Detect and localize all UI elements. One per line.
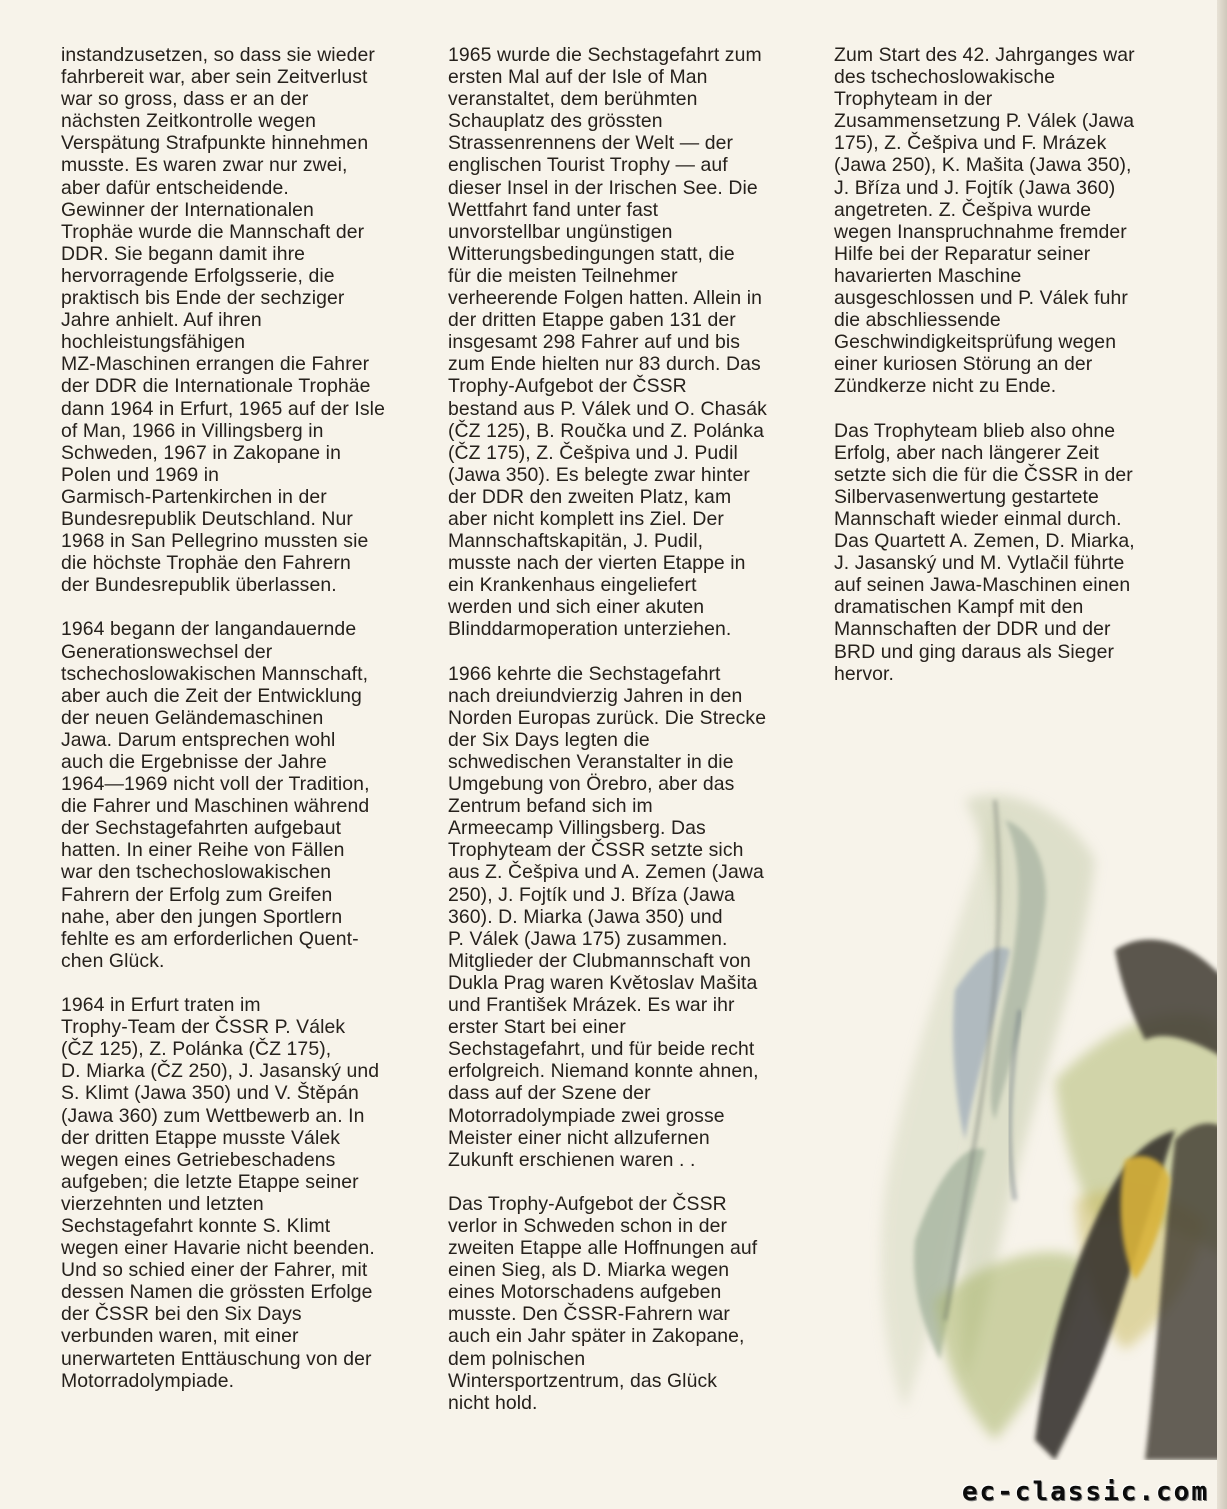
paragraph: 1964 begann der langandauernde Generationswechsel der tschechoslowakischen Mannschaft, aber auch die Zeit der Entwicklung der neuen Geländemaschinen Jawa. Darum entsprechen wohl auch die Ergebnisse der Jahre 1964—1969 nicht voll der Tradition, die Fahrer und Maschinen während der Sechstagefahrten aufgebaut hatten. In einer Reihe von Fällen war den tschechoslowakischen Fahrern der Erfolg zum Greifen nahe, aber den jungen Sportlern fehlte es am erforderlichen Quent- chen Glück. xyxy=(61,618,370,972)
paragraph: instandzusetzen, so dass sie wieder fahrbereit war, aber sein Zeitverlust war so gross, dass er an der nächsten Zeitkontrolle wegen Verspätung Strafpunkte hinnehmen musste. Es waren zwar nur zwei, aber dafür entscheidende. Gewinner der Internationalen Trophäe wurde die Mannschaft der DDR. Sie begann damit ihre hervorragende Erfolgsserie, die praktisch bis Ende der sechziger Jahre anhielt. Auf ihren hochleistungsfähigen MZ-Maschinen errangen die Fahrer der DDR die Internationale Trophäe dann 1964 in Erfurt, 1965 auf der Isle of Man, 1966 in Villingsberg in Schweden, 1967 in Zakopane in Polen und 1969 in Garmisch-Partenkirchen in der Bundesrepublik Deutschland. Nur 1968 in San Pellegrino mussten sie die höchste Trophäe den Fahrern der Bundesrepublik überlassen. xyxy=(61,44,385,597)
paragraph: Das Trophy-Aufgebot der ČSSR verlor in Schweden schon in der zweiten Etappe alle Hoffnungen auf einen Sieg, als D. Miarka wegen eines Motorschadens aufgeben musste. Den ČSSR-Fahrern war auch ein Jahr später in Zakopane, dem polnischen Wintersportzentrum, das Glück nicht hold. xyxy=(448,1192,758,1414)
watermark: ec-classic.com xyxy=(961,1477,1209,1507)
paragraph: 1966 kehrte die Sechstagefahrt nach dreiundvierzig Jahren in den Norden Europas zurück. Die Strecke der Six Days legten die schwedischen Veranstalter in die Umgebung von Örebro, aber das Zentrum befand sich im Armeecamp Villingsberg. Das Trophyteam der ČSSR setzte sich aus Z. Češpiva und A. Zemen (Jawa 250), J. Fojtík und J. Bříza (Jawa 360). D. Miarka (Jawa 350) und P. Válek (Jawa 175) zusammen. Mitglieder der Clubmannschaft von Dukla Prag waren Květoslav Mašita und František Mrázek. Es war ihr erster Start bei einer Sechstagefahrt, und für beide recht erfolgreich. Niemand konnte ahnen, dass auf der Szene der Motorradolympiade zwei grosse Meister einer nicht allzufernen Zukunft erschienen waren . . xyxy=(448,662,767,1171)
text-column-1 xyxy=(61,44,423,1414)
paragraph: Das Trophyteam blieb also ohne Erfolg, aber nach längerer Zeit setzte sich die für die ČSSR in der Silbervasenwertung gestartete Mannschaft wieder einmal durch. Das Quartett A. Zemen, D. Miarka, J. Jasanský und M. Vytlačil führte auf seinen Jawa-Maschinen einen dramatischen Kampf mit den Mannschaften der DDR und der BRD und ging daraus als Sieger hervor. xyxy=(834,419,1135,685)
paragraph: 1965 wurde die Sechstagefahrt zum ersten Mal auf der Isle of Man veranstaltet, dem berühmten Schauplatz des grössten Strassenrennens der Welt — der englischen Tourist Trophy — auf dieser Insel in der Irischen See. Die Wettfahrt fand unter fast unvorstellbar ungünstigen Witterungsbedingungen statt, die für die meisten Teilnehmer verheerende Folgen hatten. Allein in der dritten Etappe gaben 131 der insgesamt 298 Fahrer auf und bis zum Ende hielten nur 83 durch. Das Trophy-Aufgebot der ČSSR bestand aus P. Válek und O. Chasák (ČZ 125), B. Roučka und Z. Polánka (ČZ 175), Z. Češpiva und J. Pudil (Jawa 350). Es belegte zwar hinter der DDR den zweiten Platz, kam aber nicht komplett ins Ziel. Der Mannschaftskapitän, J. Pudil, musste nach der vierten Etappe in ein Krankenhaus eingeliefert werden und sich einer akuten Blinddarmoperation unterziehen. xyxy=(448,44,767,641)
text-column-3 xyxy=(834,44,1179,707)
paragraph: 1964 in Erfurt traten im Trophy-Team der ČSSR P. Válek (ČZ 125), Z. Polánka (ČZ 175), D. Miarka (ČZ 250), J. Jasanský und S. Klimt (Jawa 350) und V. Štěpán (Jawa 360) zum Wettbewerb an. In der dritten Etappe musste Válek wegen eines Getriebeschadens aufgeben; die letzte Etappe seiner vierzehnten und letzten Sechstagefahrt konnte S. Klimt wegen einer Havarie nicht beenden. Und so schied einer der Fahrer, mit dessen Namen die grössten Erfolge der ČSSR bei den Six Days verbunden waren, mit einer unerwarteten Enttäuschung von der Motorradolympiade. xyxy=(61,994,380,1392)
watercolor-illustration xyxy=(845,760,1227,1460)
page-edge-shadow xyxy=(1217,0,1227,1509)
paragraph: Zum Start des 42. Jahrganges war des tschechoslowakische Trophyteam in der Zusammensetzung P. Válek (Jawa 175), Z. Češpiva und F. Mrázek (Jawa 250), K. Mašita (Jawa 350), J. Bříza und J. Fojtík (Jawa 360) angetreten. Z. Češpiva wurde wegen Inanspruchnahme fremder Hilfe bei der Reparatur seiner havarierten Maschine ausgeschlossen und P. Válek fuhr die abschliessende Geschwindigkeitsprüfung wegen einer kuriosen Störung an der Zündkerze nicht zu Ende. xyxy=(834,44,1135,398)
text-column-2 xyxy=(448,44,810,1436)
